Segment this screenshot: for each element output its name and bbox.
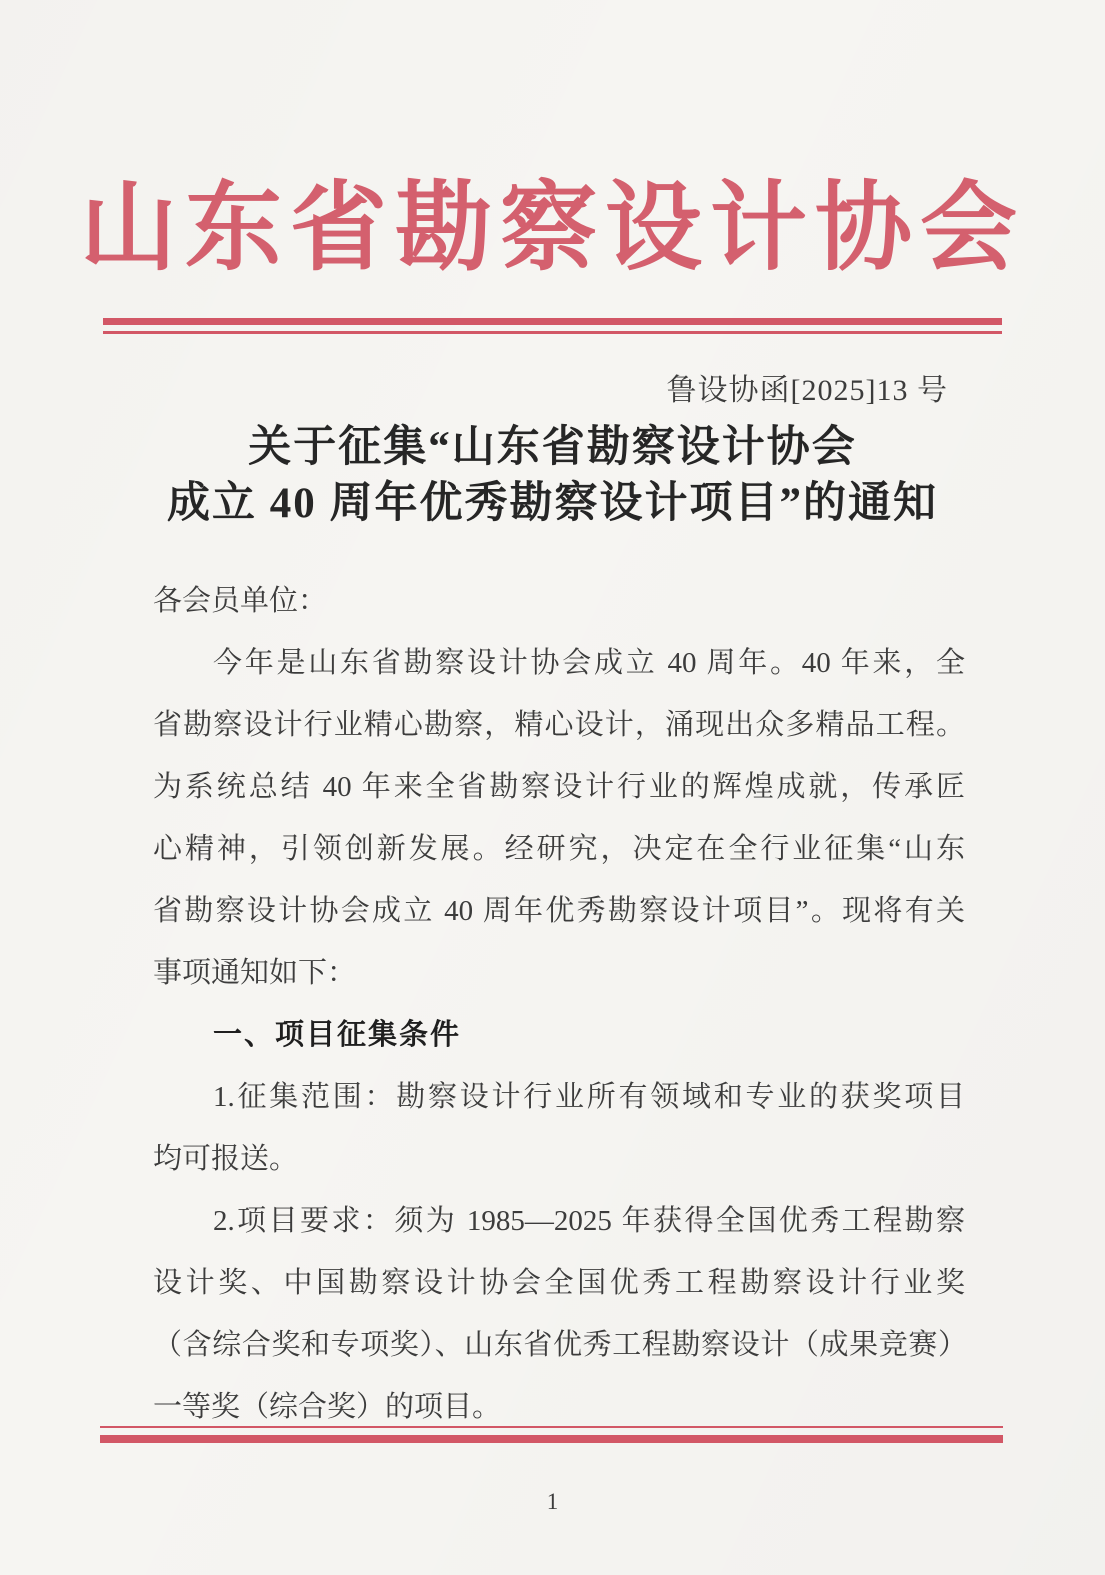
body-line: （含综合奖和专项奖）、山东省优秀工程勘察设计（成果竞赛） bbox=[153, 1329, 965, 1361]
body-line: 省勘察设计行业精心勘察，精心设计，涌现出众多精品工程。 bbox=[153, 709, 965, 741]
salutation: 各会员单位： bbox=[153, 585, 328, 617]
section-heading: 一、项目征集条件 bbox=[213, 1019, 462, 1051]
header-rule-thin bbox=[103, 331, 1002, 334]
notice-title-line-2: 成立 40 周年优秀勘察设计项目”的通知 bbox=[167, 480, 938, 527]
body-line: 事项通知如下： bbox=[153, 957, 357, 989]
body-line: 一等奖（综合奖）的项目。 bbox=[153, 1391, 502, 1423]
header-rule-thick bbox=[103, 318, 1002, 325]
body-line: 为系统总结 40 年来全省勘察设计行业的辉煌成就，传承匠 bbox=[153, 771, 965, 803]
body-line: 今年是山东省勘察设计协会成立 40 周年。40 年来，全 bbox=[213, 647, 965, 679]
page-number: 1 bbox=[546, 1489, 559, 1514]
org-header-title: 山东省勘察设计协会 bbox=[80, 175, 1025, 282]
body-line: 1.征集范围：勘察设计行业所有领域和专业的获奖项目 bbox=[213, 1081, 965, 1113]
notice-title bbox=[0, 420, 1105, 532]
body-line: 设计奖、中国勘察设计协会全国优秀工程勘察设计行业奖 bbox=[153, 1267, 965, 1299]
document-number: 鲁设协函[2025]13 号 bbox=[666, 374, 948, 407]
body-line: 心精神，引领创新发展。经研究，决定在全行业征集“山东 bbox=[153, 833, 965, 865]
footer-rule-thick bbox=[100, 1435, 1003, 1443]
footer-rule-thin bbox=[100, 1426, 1003, 1428]
body-line: 2.项目要求：须为 1985—2025 年获得全国优秀工程勘察 bbox=[213, 1205, 965, 1237]
notice-title-line-1: 关于征集“山东省勘察设计协会 bbox=[248, 424, 857, 471]
body-line: 均可报送。 bbox=[153, 1143, 299, 1175]
notice-body bbox=[153, 570, 965, 1438]
body-line: 省勘察设计协会成立 40 周年优秀勘察设计项目”。现将有关 bbox=[153, 895, 965, 927]
